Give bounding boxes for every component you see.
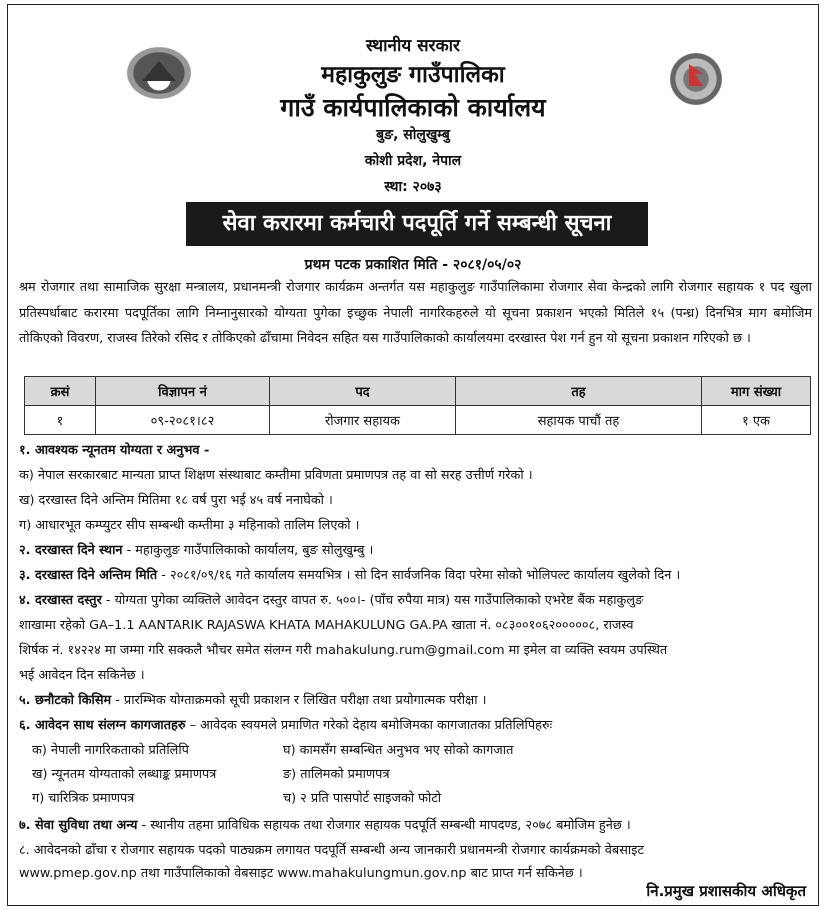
- cell-serial: १: [25, 406, 96, 435]
- document-item: च) २ प्रति पासपोर्ट साइजको फोटो: [283, 791, 442, 806]
- section-4-line-4: भई आवेदन दिन सकिनेछ ।: [19, 668, 145, 683]
- document-item: ग) चारित्रिक प्रमाणपत्र: [32, 791, 135, 806]
- section-1-item-a: क) नेपाल सरकारबाट मान्यता प्राप्त शिक्षण संस्थाबाट कम्तीमा प्रविणता प्रमाणपत्र तह वा सो सरह उत्तीर्ण गरेको ।: [19, 468, 533, 483]
- section-2: [19, 539, 814, 563]
- section-2-text: - महाकुलुङ गाउँपालिकाको कार्यालय, बुङ सोलुखुम्बु ।: [122, 543, 374, 558]
- header-post: पद: [270, 377, 456, 406]
- established-year: स्था: २०७३: [384, 179, 442, 195]
- vacancy-table: [24, 376, 811, 435]
- section-4-label: ४. दरखास्त दस्तुर: [19, 593, 102, 608]
- section-8-line-2: www.pmep.gov.np तथा गाउँपालिकाको वेबसाइट www.mahakulungmun.gov.np बाट प्राप्त गर्न सकिनेछ ।: [19, 866, 583, 881]
- section-2-label: २. दरखास्त दिने स्थान: [19, 543, 123, 558]
- section-8-line-1: ८. आवेदनको ढाँचा र रोजगार सहायक पदको पाठ्यक्रम लगायत पदपूर्ति सम्बन्धी अन्य जानकारी प्रधानमन्त्री रोजगार कार्यक्रमको वेबसाइट: [19, 843, 644, 858]
- section-1-item-b: ख) दरखास्त दिने अन्तिम मितिमा १८ वर्ष पुरा भई ४५ वर्ष ननाघेको ।: [19, 493, 333, 508]
- header-level: तह: [456, 377, 702, 406]
- section-4-line-2: शाखामा रहेको GA–1.1 AANTARIK RAJASWA KHATA MAHAKULUNG GA.PA खाता नं. ०८३००१०६२०००००८, राजस्व: [19, 618, 634, 633]
- section-6-text: – आवेदक स्वयमले प्रमाणित गरेको देहाय बमोजिमका कागजातका प्रतिलिपिहरुः: [185, 718, 553, 733]
- documents-left-column: [32, 739, 216, 811]
- documents-right-column: [283, 739, 513, 811]
- cell-post: रोजगार सहायक: [270, 406, 456, 435]
- signature-title: नि.प्रमुख प्रशासकीय अधिकृत: [646, 882, 806, 900]
- government-label: स्थानीय सरकार: [365, 36, 460, 56]
- section-1-item-c: ग) आधारभूत कम्प्युटर सीप सम्बन्धी कम्तीमा ३ महिनाको तालिम लिएको ।: [19, 518, 360, 533]
- section-4-line-3: शिर्षक नं. १४२२४ मा जम्मा गरि सक्कलै भौचर समेत संलग्न गरी mahakulung.rum@gmail.com मा इमेल वा व्यक्ति स्वयम उपस्थित: [19, 643, 668, 658]
- header-ad-number: विज्ञापन नं: [96, 377, 270, 406]
- section-4-line-1: [19, 589, 814, 613]
- section-5: [19, 689, 814, 713]
- section-3-text: - २०८१/०९/१६ गते कार्यालय समयभित्र । सो दिन सार्वजनिक विदा परेमा सोको भोलिपल्ट कार्यालय खुलेको दिन ।: [157, 568, 681, 583]
- section-7-label: ७. सेवा सुविधा तथा अन्य: [19, 818, 138, 833]
- cell-level: सहायक पाचौं तह: [456, 406, 702, 435]
- section-6-label: ६. आवेदन साथ संलग्न कागजातहरु: [19, 718, 186, 733]
- section-3-label: ३. दरखास्त दिने अन्तिम मिति: [19, 568, 158, 583]
- section-1-title: १. आवश्यक न्यूनतम योग्यता र अनुभव -: [19, 443, 210, 458]
- notice-page: [7, 4, 819, 906]
- table-row: [25, 406, 811, 435]
- section-6: [19, 714, 814, 738]
- office-name: गाउँ कार्यपालिकाको कार्यालय: [280, 93, 546, 122]
- notice-title: सेवा करारमा कर्मचारी पदपूर्ति गर्ने सम्बन्धी सूचना: [186, 202, 648, 246]
- document-item: क) नेपाली नागरिकताको प्रतिलिपि: [32, 743, 189, 758]
- header-demand: माग संख्या: [702, 377, 811, 406]
- document-item: ङ) तालिमको प्रमाणपत्र: [283, 767, 390, 782]
- address-line-1: बुङ, सोलुखुम्बु: [376, 127, 450, 143]
- table-header-row: [25, 377, 811, 406]
- section-7: [19, 814, 814, 838]
- section-5-text: - प्रारम्भिक योग्ताक्रमको सूची प्रकाशन र लिखित परीक्षा तथा प्रयोगात्मक परीक्षा ।: [111, 693, 487, 708]
- intro-paragraph: श्रम रोजगार तथा सामाजिक सुरक्षा मन्त्रालय, प्रधानमन्त्री रोजगार कार्यक्रम अन्तर्गत यस महाकुलुङ गाउँपालिकामा रोजगार सेवा केन्द्रको लागि रोजगार सहायक १ पद खुला प्रतिस्पर्धाबाट करारमा पदपूर्तिका लागि निम्नानुसारको योग्यता पुगेका इच्छुक नेपाली नागरिकहरुले यो सूचना प्रकाशन भएको मितिले १५ (पन्ध्र) दिनभित्र माग बमोजिम तोकिएको विवरण, राजस्व तिरेको रसिद र तोकिएको ढाँचामा निवेदन सहित यस गाउँपालिकाको कार्यालयमा दरखास्त पेश गर्न हुन यो सूचना प्रकाशन गरिएको छ ।: [19, 280, 812, 346]
- cell-ad-number: ०९-२०८१।८२: [96, 406, 270, 435]
- section-5-label: ५. छनौटको किसिम: [19, 693, 112, 708]
- document-item: घ) कामसँग सम्बन्धित अनुभव भए सोको कागजात: [283, 743, 514, 758]
- address-line-2: कोशी प्रदेश, नेपाल: [364, 153, 462, 169]
- cell-demand: १ एक: [702, 406, 811, 435]
- publication-date: प्रथम पटक प्रकाशित मिति - २०८१/०५/०२: [304, 257, 522, 273]
- municipality-name: महाकुलुङ गाउँपालिका: [321, 62, 505, 88]
- header-serial: क्रसं: [25, 377, 96, 406]
- section-7-text: - स्थानीय तहमा प्राविधिक सहायक तथा रोजगार सहायक पदपूर्ति सम्बन्धी मापदण्ड, २०७८ बमोजिम हुनेछ ।: [137, 818, 631, 833]
- section-4-text-1: - योग्यता पुगेका व्यक्तिले आवेदन दस्तुर वापत रु. ५००।- (पाँच रुपैया मात्र) यस गाउँपालिकाको एभरेष्ट बैंक महाकुलुङ: [101, 593, 644, 608]
- document-item: ख) न्यूनतम योग्यताको लब्धाङ्क प्रमाणपत्र: [32, 767, 217, 782]
- section-3: [19, 564, 814, 588]
